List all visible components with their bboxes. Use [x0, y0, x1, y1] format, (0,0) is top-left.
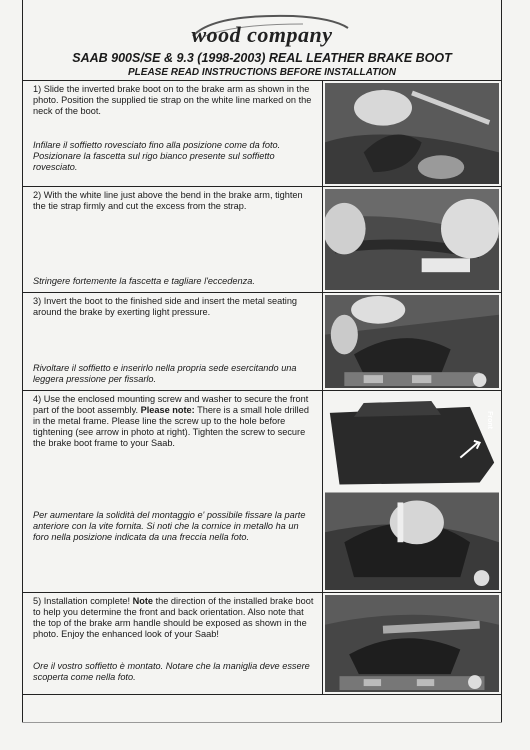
- step-row-5: [23, 593, 501, 695]
- step-row-3: [23, 293, 501, 391]
- brand-name: wood company: [191, 22, 333, 47]
- step-5-english-part2: the direction of the installed brake boot to help you determine the front and back orientation. Also note that the top of the brake arm handle should be exposed as shown in the photo. Enjoy the enhanced look of your Saab!: [33, 596, 314, 639]
- page-subtitle: PLEASE READ INSTRUCTIONS BEFORE INSTALLATION: [128, 67, 396, 78]
- page-title: SAAB 900S/SE & 9.3 (1998-2003) REAL LEATHER BRAKE BOOT: [72, 51, 452, 65]
- step-2-english: 2) With the white line just above the bend in the brake arm, tighten the tie strap firmly and cut the excess from the strap.: [33, 190, 303, 211]
- step-row-2: [23, 187, 501, 293]
- step-5-english: [33, 596, 316, 640]
- step-4-italian: Per aumentare la solidità del montaggio e' possibile fissare la parte anteriore con la vite fornita. Si noti che la cornice in metallo ha un foro nella posizione indicata da una freccia nella foto.: [33, 510, 306, 542]
- step-2-photo: [325, 189, 499, 290]
- step-5-photo: [325, 595, 499, 692]
- step-text-4: [23, 391, 323, 592]
- instruction-sheet: [22, 0, 502, 722]
- steps-table: [23, 80, 501, 682]
- step-4-english-part2: There is a small hole drilled in the metal frame. Please line the screw up to the hole before tightening (see arrow in photo at right). Tighten the screw to secure the brake boot frame to your Saab.: [33, 405, 309, 448]
- step-1-english: 1) Slide the inverted brake boot on to the brake arm as shown in the photo. Position the supplied tie strap on the white line marked on the neck of the boot.: [33, 84, 312, 116]
- step-3-italian: Rivoltare il soffietto e inserirlo nella propria sede esercitando una leggera pressione per fissarlo.: [33, 363, 297, 384]
- step-5-italian: Ore il vostro soffietto è montato. Notare che la maniglia deve essere scoperta come nella foto.: [33, 661, 310, 682]
- step-row-4: [23, 391, 501, 593]
- step-4-photos: [325, 393, 499, 590]
- step-text-5: [23, 593, 323, 694]
- step-4-english: [33, 394, 316, 449]
- step-text-1: [23, 81, 323, 186]
- step-3-english: 3) Invert the boot to the finished side and insert the metal seating around the brake by exerting light pressure.: [33, 296, 298, 317]
- step-3-photo: [325, 295, 499, 388]
- step-text-2: [23, 187, 323, 292]
- step-1-italian: Infilare il soffietto rovesciato fino alla posizione come da foto. Posizionare la fascetta sul rigo bianco presente sul soffietto rovesciato.: [33, 140, 281, 172]
- step-4-note-label: Please note:: [140, 405, 195, 415]
- step-row-1: [23, 81, 501, 187]
- step-5-note-label: Note: [132, 596, 154, 606]
- front-label: Front: [486, 411, 493, 429]
- step-5-english-part1: 5) Installation complete!: [33, 596, 133, 606]
- step-1-photo: [325, 83, 499, 184]
- brand-logo: [23, 8, 501, 46]
- step-4-english-part1: 4) Use the enclosed mounting screw and washer to secure the front part of the boot assembly.: [33, 394, 309, 415]
- step-text-3: [23, 293, 323, 390]
- page-bottom-edge: [22, 722, 502, 723]
- step-2-italian: Stringere fortemente la fascetta e tagliare l'eccedenza.: [33, 276, 255, 286]
